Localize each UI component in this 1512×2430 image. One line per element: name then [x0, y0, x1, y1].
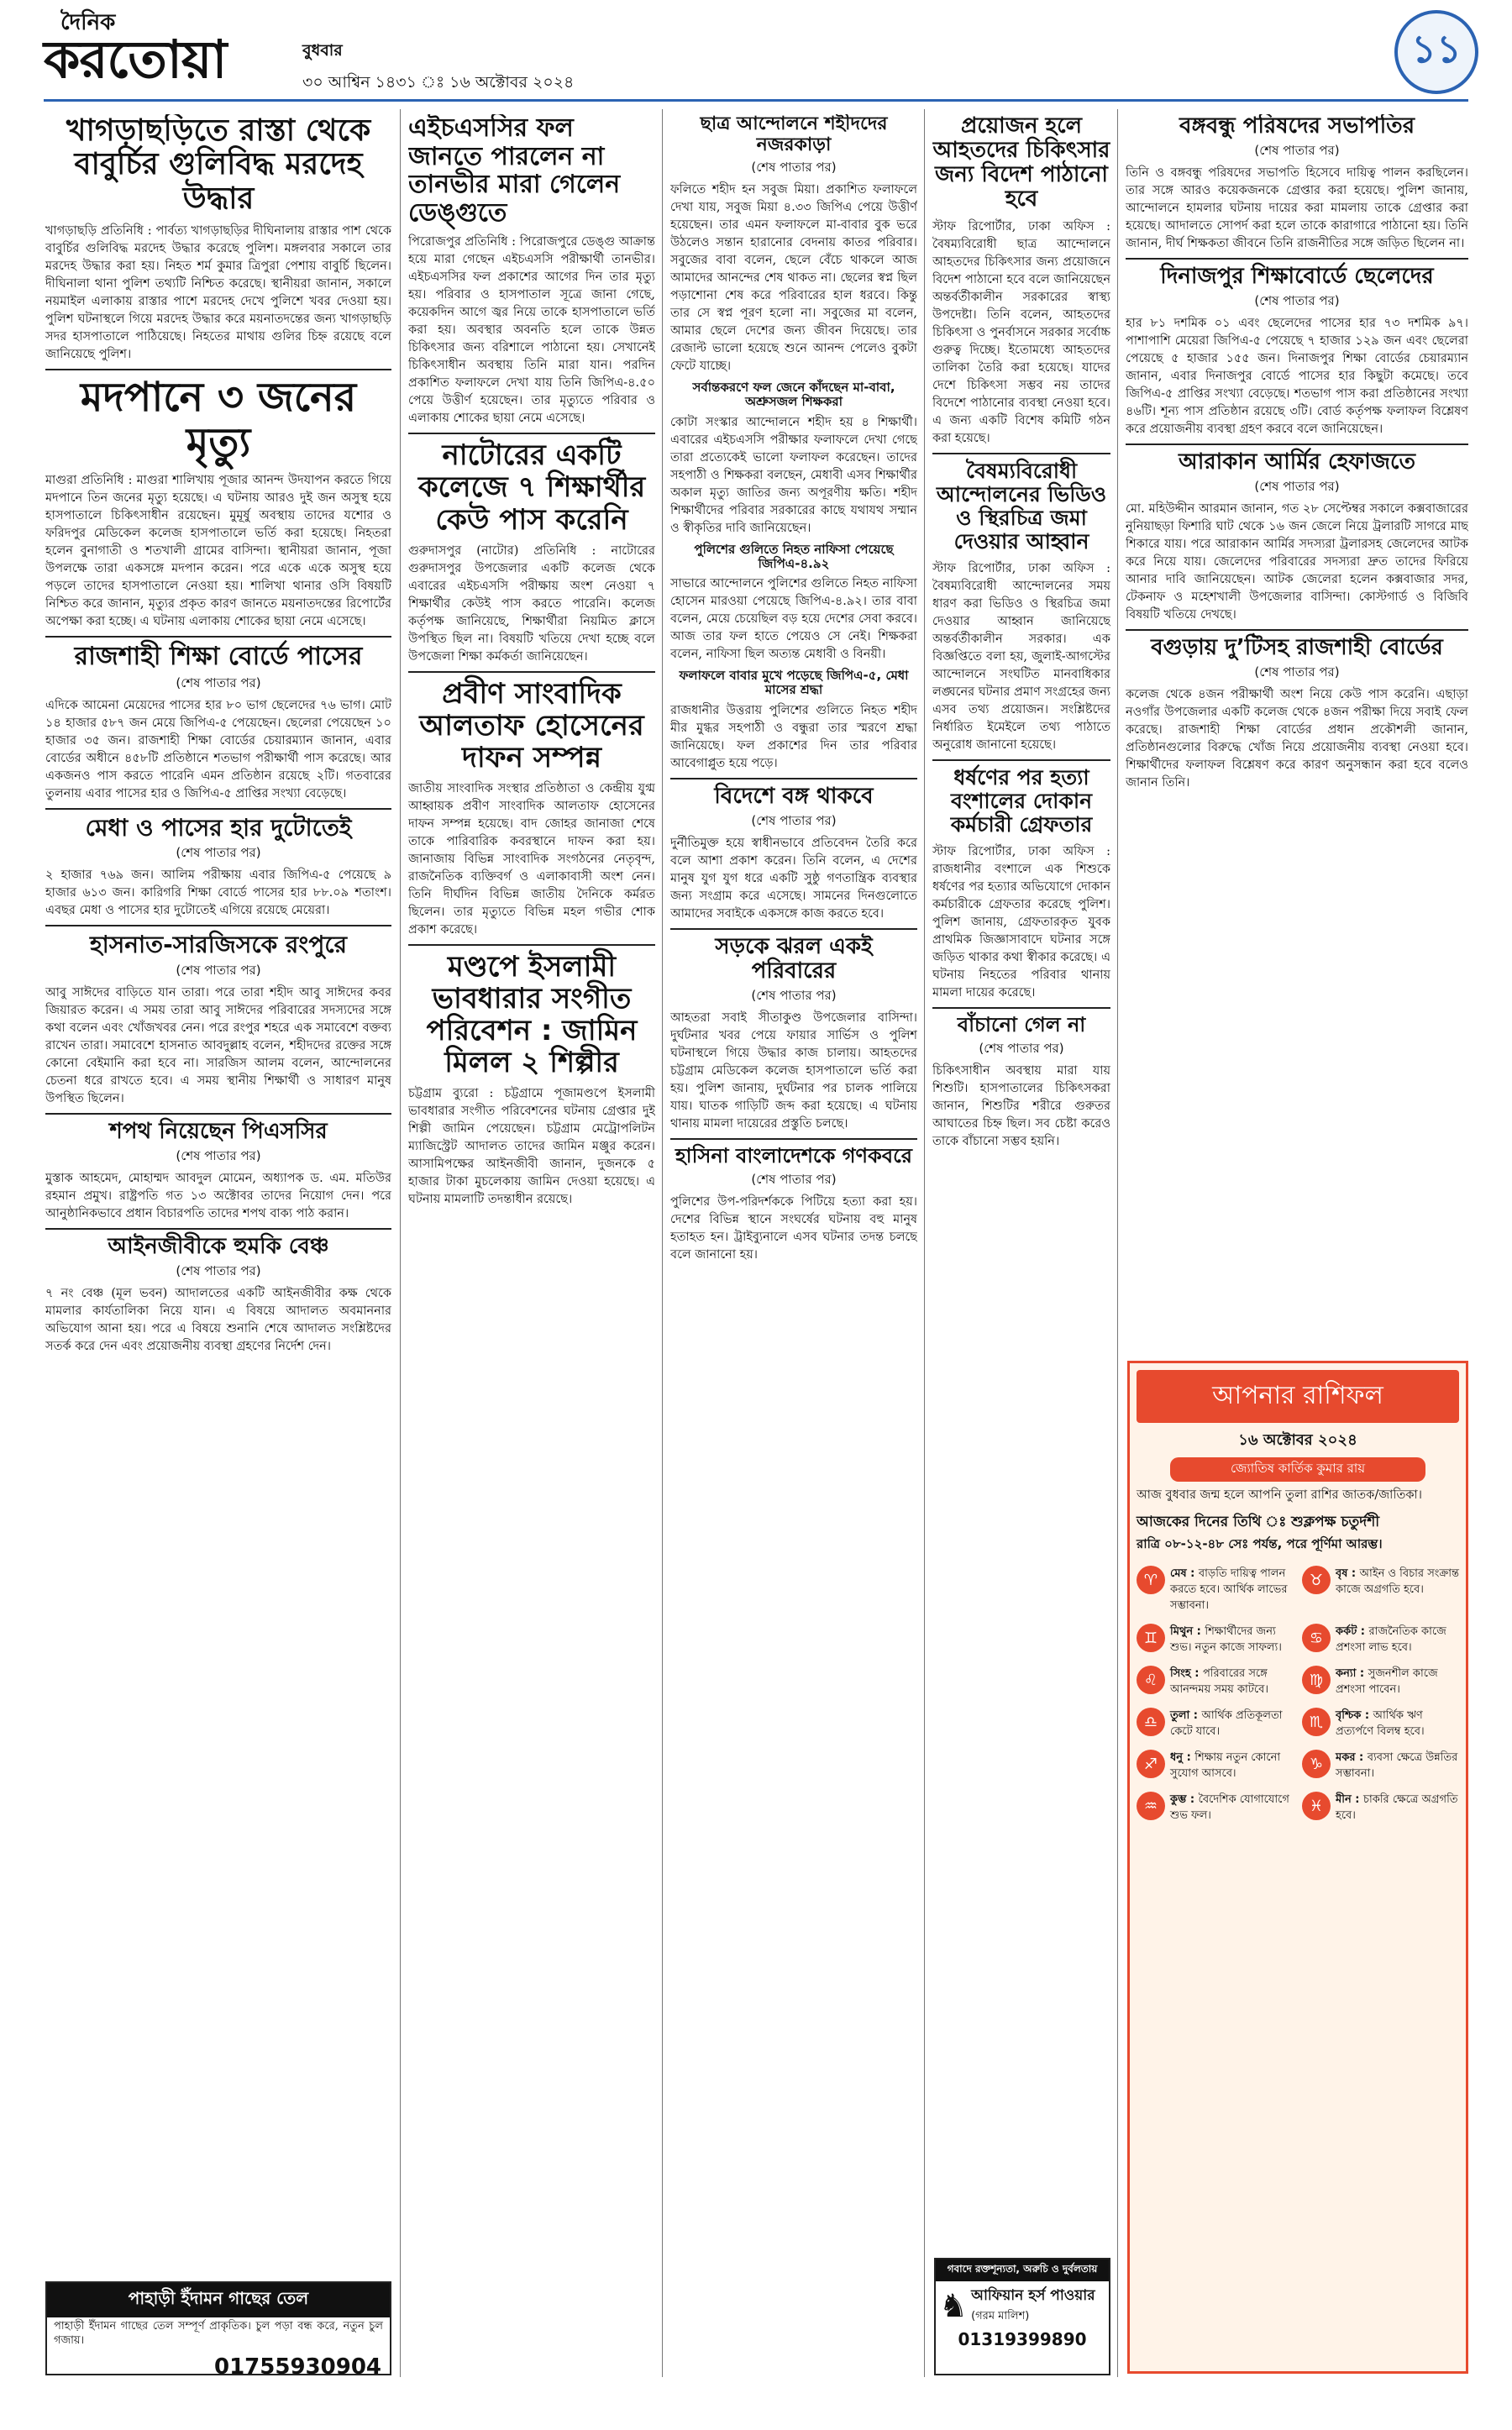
- headline: বৈষম্যবিরোধী আন্দোলনের ভিডিও ও স্থিরচিত্র জমা দেওয়ার আহ্বান: [936, 459, 1107, 554]
- continued-label: (শেষ পাতার পর): [979, 1041, 1064, 1057]
- zodiac-icon: ♌: [1137, 1666, 1165, 1694]
- zodiac-name: মিথুন :: [1170, 1625, 1205, 1638]
- article-body: এদিকে আমেনা মেয়েদের পাসের হার ৮০ ভাগ ছেলেদের ৭৬ ভাগ। মোট ১৪ হাজার ৫৮৭ জন মেয়ে জিপিএ-৫ পেয়েছেন। ছেলেরা পেয়েছেন ১০ হাজার ৩৫ জন। রাজশাহী শিক্ষা বোর্ডের চেয়ারম্যান জানান, এবার বোর্ডের অধীনে ৪৫৮টি প্রতিষ্ঠানে শতভাগ পরীক্ষার্থী পাস করেছে। আর একজনও পাস করতে পারেনি এমন প্রতিষ্ঠান রয়েছে ২টি। গতবারের তুলনায় এবার পাসের হার ও জিপিএ-৫ প্রাপ্তির সংখ্যা বেড়েছে।: [45, 699, 391, 801]
- tithi-label: আজকের দিনের তিথি ঃ শুক্লপক্ষ চতুর্দশী: [1137, 1514, 1380, 1530]
- advertisement: [45, 2281, 391, 2380]
- headline: ধর্ষণের পর হত্যা বংশালের দোকান কর্মচারী গ্রেফতার: [950, 765, 1093, 837]
- zodiac-text: তুলা : আর্থিক প্রতিকূলতা কেটে যাবে।: [1170, 1709, 1283, 1738]
- zodiac-icon: ♒: [1137, 1792, 1165, 1820]
- subheadline: ফলাফলে বাবার মুখে পড়েছে জিপিএ-৫, মেধা মাসের শ্রদ্ধা: [679, 668, 909, 698]
- column-5: [1126, 114, 1468, 1357]
- zodiac-name: বৃশ্চিক :: [1336, 1709, 1373, 1722]
- continued-label: (শেষ পাতার পর): [1254, 143, 1340, 159]
- article-body: মুস্তাক আহমেদ, মোহাম্মদ আবদুল মোমেন, অধ্যাপক ড. এম. মতিউর রহমান প্রমুখ। রাষ্ট্রপতি গত ১৩ অক্টোবর তাদের নিয়োগ দেন। পরে আনুষ্ঠানিকভাবে প্রধান বিচারপতি তাদের শপথ বাক্য পাঠ করান।: [45, 1171, 391, 1220]
- article-body: ২ হাজার ৭৬৯ জন। আলিম পরীক্ষায় এবার জিপিএ-৫ পেয়েছে ৯ হাজার ৬১৩ জন। কারিগরি শিক্ষা বোর্ডে পাসের হার ৮৮.০৯ শতাংশ। এবছর মেধা ও পাসের হার দুটোতেই এগিয়ে রয়েছে মেয়েরা।: [45, 869, 391, 918]
- zodiac-name: মকর :: [1336, 1751, 1368, 1764]
- zodiac-text: সিংহ : পরিবারের সঙ্গে আনন্দময় সময় কাটবে।: [1170, 1667, 1269, 1696]
- zodiac-name: কুম্ভ :: [1170, 1793, 1199, 1806]
- masthead: [44, 12, 262, 104]
- headline: বঙ্গবন্ধু পরিষদের সভাপতির: [1179, 114, 1415, 139]
- zodiac-list: [1137, 1562, 1459, 1827]
- horoscope-author: জ্যোতিষ কার্তিক কুমার রায়: [1170, 1457, 1425, 1482]
- continued-label: (শেষ পাতার পর): [1254, 479, 1340, 495]
- zodiac-item: [1302, 1566, 1459, 1614]
- horoscope-title: আপনার রাশিফল: [1137, 1370, 1459, 1423]
- ad-phone: 01319399890: [958, 2329, 1087, 2349]
- zodiac-item: [1137, 1750, 1294, 1782]
- headline: মদপানে ৩ জনের মৃত্যু: [80, 373, 357, 466]
- zodiac-icon: ♊: [1137, 1624, 1165, 1652]
- column-divider: [1117, 109, 1118, 2377]
- headline: হাসিনা বাংলাদেশকে গণকবরে: [675, 1144, 912, 1168]
- headline: খাগড়াছড়িতে রাস্তা থেকে বাবুর্চির গুলিবিদ্ধ মরদেহ উদ্ধার: [66, 114, 371, 216]
- ad-title: আফিয়ান হর্স পাওয়ার: [971, 2287, 1095, 2304]
- ad-subtitle: (গরম মালিশ): [971, 2310, 1030, 2322]
- headline: প্রবীণ সাংবাদিক আলতাফ হোসেনের দাফন সম্পন্ন: [419, 676, 644, 774]
- zodiac-text: মিথুন : শিক্ষার্থীদের জন্য শুভ। নতুন কাজে সাফল্য।: [1170, 1625, 1282, 1654]
- continued-label: (শেষ পাতার পর): [1254, 293, 1340, 309]
- zodiac-text: ধনু : শিক্ষায় নতুন কোনো সুযোগ আসবে।: [1170, 1751, 1281, 1780]
- zodiac-icon: ♍: [1302, 1666, 1331, 1694]
- headline: বাঁচানো গেল না: [957, 1013, 1086, 1037]
- article-body: স্টাফ রিপোর্টার, ঢাকা অফিস : বৈষম্যবিরোধী আন্দোলনের সময় ধারণ করা ভিডিও ও স্থিরচিত্র জমা দেওয়ার আহ্বান জানিয়েছে অন্তর্বর্তীকালীন সরকার। এক বিজ্ঞপ্তিতে বলা হয়, জুলাই-আগস্টের আন্দোলনে সংঘটিত মানবাধিকার লঙ্ঘনের ঘটনার প্রমাণ সংগ্রহের জন্য এসব তথ্য প্রয়োজন। সংশ্লিষ্টদের নির্ধারিত ইমেইলে তথ্য পাঠাতে অনুরোধ জানানো হয়েছে।: [932, 562, 1110, 753]
- zodiac-item: [1137, 1666, 1294, 1698]
- zodiac-name: কর্কট :: [1336, 1625, 1369, 1638]
- zodiac-name: বৃষ :: [1336, 1567, 1360, 1580]
- headline: আইনজীবীকে হুমকি বেঞ্চ: [108, 1233, 329, 1259]
- article-body: ফলিতে শহীদ হন সবুজ মিয়া। প্রকাশিত ফলাফলে দেখা যায়, সবুজ মিয়া ৪.৩৩ জিপিএ পেয়ে উত্তীর্ণ হয়েছেন। তার এমন ফলাফলে মা-বাবার বুক ভরে উঠলেও সন্তান হারানোর বেদনায় কাতর পরিবার। সবুজের বাবা বলেন, ছেলে বেঁচে থাকলে আজ আমাদের আনন্দের শেষ থাকত না। ছেলের স্বপ্ন ছিল পড়াশোনা শেষ করে পরিবারের হাল ধরবে। কিন্তু তার সে স্বপ্ন পূরণ হলো না। সবুজের মা বলেন, আমার ছেলে দেশের জন্য জীবন দিয়েছে। তার রেজাল্ট ভালো হয়েছে শুনে আনন্দ পেলেও বুকটা ফেটে যাচ্ছে।: [670, 183, 917, 374]
- article-body: তিনি ও বঙ্গবন্ধু পরিষদের সভাপতি হিসেবে দায়িত্ব পালন করছিলেন। তার সঙ্গে আরও কয়েকজনকে গ্রেপ্তার করা হয়েছে। পুলিশ জানায়, আন্দোলনে হামলার ঘটনায় দায়ের করা মামলায় তাকে গ্রেপ্তার করা হয়েছে। আদালতে সোপর্দ করা হলে তাকে কারাগারে পাঠানো হয়। তিনি জানান, দীর্ঘ শিক্ষকতা জীবনে তিনি রাজনীতির সঙ্গে জড়িত ছিলেন না।: [1126, 166, 1468, 251]
- advertisement: [934, 2258, 1110, 2375]
- article-body: খাগড়াছড়ি প্রতিনিধি : পার্বত্য খাগড়াছড়ির দীঘিনালায় রাস্তার পাশ থেকে বাবুর্চির গুলিবিদ্ধ মরদেহ উদ্ধার করেছে পুলিশ। মঙ্গলবার সকালে তার মরদেহ উদ্ধার করা হয়। নিহত শর্ম কুমার ত্রিপুরা পেশায় বাবুর্চি ছিলেন। দীঘিনালা থানা পুলিশ তথ্যটি নিশ্চিত করেছে। স্থানীয়রা জানান, সকালে নয়মাইল এলাকায় রাস্তার পাশে মরদেহ দেখে পুলিশে খবর দেওয়া হয়। পুলিশ ঘটনাস্থলে গিয়ে মরদেহ উদ্ধার করে ময়নাতদন্তের জন্য খাগড়াছড়ি সদর হাসপাতালে পাঠিয়েছে। নিহতের মাথায় গুলির চিহ্ন রয়েছে বলে জানিয়েছে পুলিশ।: [45, 223, 391, 361]
- article-body: স্টাফ রিপোর্টার, ঢাকা অফিস : রাজধানীর বংশালে এক শিশুকে ধর্ষণের পর হত্যার অভিযোগে দোকান কর্মচারীকে গ্রেফতার করেছে পুলিশ। পুলিশ জানায়, গ্রেফতারকৃত যুবক প্রাথমিক জিজ্ঞাসাবাদে ঘটনার সঙ্গে জড়িত থাকার কথা স্বীকার করেছে। এ ঘটনায় নিহতের পরিবার থানায় মামলা দায়ের করেছে।: [932, 845, 1110, 1000]
- continued-label: (শেষ পাতার পর): [176, 962, 261, 978]
- subheadline: পুলিশের গুলিতে নিহত নাফিসা পেয়েছে জিপিএ-৪.৯২: [694, 541, 894, 571]
- headline: আরাকান আর্মির হেফাজতে: [1179, 449, 1415, 475]
- zodiac-icon: ♑: [1302, 1750, 1331, 1778]
- ad-title: পাহাড়ী ইঁদামন গাছের তেল: [47, 2283, 390, 2317]
- article-body: রাজধানীর উত্তরায় পুলিশের গুলিতে নিহত শহীদ মীর মুগ্ধর সহপাঠী ও বন্ধুরা তার স্মরণে শ্রদ্ধা জানিয়েছে। ফল প্রকাশের দিন তার পরিবার আবেগাপ্লুত হয়ে পড়ে।: [670, 704, 917, 771]
- article-body: হার ৮১ দশমিক ০১ এবং ছেলেদের পাসের হার ৭৩ দশমিক ৯৭। পাশাপাশি মেয়েরা জিপিএ-৫ পেয়েছে ৭ হাজার ১২৯ জন এবং ছেলেরা পেয়েছে ৫ হাজার ১৫৫ জন। দিনাজপুর শিক্ষা বোর্ডের চেয়ারম্যান জানান, এবার দিনাজপুর বোর্ডে পাসের হার কিছুটা কমেছে। তবে জিপিএ-৫ প্রাপ্তির সংখ্যা বেড়েছে। শতভাগ পাস করা প্রতিষ্ঠানের সংখ্যা ৪৬টি। শূন্য পাস প্রতিষ্ঠান রয়েছে ৩টি। বোর্ড কর্তৃপক্ষ ফলাফল বিশ্লেষণ করে প্রয়োজনীয় ব্যবস্থা গ্রহণ করবে বলে জানিয়েছেন।: [1126, 317, 1468, 437]
- continued-label: (শেষ পাতার পর): [751, 988, 837, 1004]
- horse-icon: ♞: [939, 2286, 969, 2324]
- article-body: সাভারে আন্দোলনে পুলিশের গুলিতে নিহত নাফিসা হোসেন মারওয়া পেয়েছে জিপিএ-৪.৯২। তার বাবা বলেন, মেয়ে চেয়েছিল বড় হয়ে দেশের সেবা করবে। আজ তার ফল হাতে পেয়েও সে নেই। শিক্ষকরা বলেন, নাফিসা ছিল অত্যন্ত মেধাবী ও বিনয়ী।: [670, 577, 917, 662]
- horoscope-box: [1127, 1361, 1468, 2374]
- article-body: দুর্নীতিমুক্ত হয়ে স্বাধীনভাবে প্রতিবেদন তৈরি করে বলে আশা প্রকাশ করেন। তিনি বলেন, এ দেশের মানুষ যুগ যুগ ধরে একটি সুষ্ঠু গণতান্ত্রিক ব্যবস্থার জন্য সংগ্রাম করে এসেছে। সামনের দিনগুলোতে আমাদের সবাইকে একসঙ্গে কাজ করতে হবে।: [670, 837, 917, 921]
- headline: বগুড়ায় দু’টিসহ রাজশাহী বোর্ডের: [1151, 635, 1443, 661]
- zodiac-name: তুলা :: [1170, 1709, 1202, 1722]
- zodiac-text: কুম্ভ : বৈদেশিক যোগাযোগে শুভ ফল।: [1170, 1793, 1289, 1822]
- zodiac-icon: ♐: [1137, 1750, 1165, 1778]
- headline: প্রয়োজন হলে আহতদের চিকিৎসার জন্য বিদেশ পাঠানো হবে: [932, 114, 1110, 213]
- article-body: চট্টগ্রাম ব্যুরো : চট্টগ্রামে পূজামণ্ডপে ইসলামী ভাবধারার সংগীত পরিবেশনের ঘটনায় গ্রেপ্তার দুই শিল্পী জামিন পেয়েছেন। চট্টগ্রাম মেট্রোপলিটন ম্যাজিস্ট্রেট আদালত তাদের জামিন মঞ্জুর করেন। আসামিপক্ষের আইনজীবী জানান, দুজনকে ৫ হাজার টাকা মুচলেকায় জামিন দেওয়া হয়েছে। এ ঘটনায় মামলাটি তদন্তাধীন রয়েছে।: [408, 1087, 655, 1207]
- headline: সড়কে ঝরল একই পরিবারের: [715, 934, 873, 984]
- headline: হাসনাত-সারজিসকে রংপুরে: [89, 931, 348, 959]
- zodiac-name: সিংহ :: [1170, 1667, 1203, 1680]
- column-divider: [924, 109, 925, 2377]
- column-divider: [400, 109, 401, 2377]
- zodiac-text: কন্যা : সুজনশীল কাজে প্রশংসা পাবেন।: [1336, 1667, 1438, 1696]
- zodiac-name: মেষ :: [1170, 1567, 1199, 1580]
- column-3: [670, 114, 917, 2374]
- zodiac-text: মকর : ব্যবসা ক্ষেত্রে উন্নতির সম্ভাবনা।: [1336, 1751, 1458, 1780]
- headline: ছাত্র আন্দোলনে শহীদদের নজরকাড়া: [700, 114, 888, 155]
- continued-label: (শেষ পাতার পর): [1254, 664, 1340, 680]
- headline: মণ্ডপে ইসলামী ভাবধারার সংগীত পরিবেশন : জামিন মিলল ২ শিল্পীর: [426, 949, 638, 1080]
- headline: রাজশাহী শিক্ষা বোর্ডে পাসের: [74, 642, 363, 672]
- ad-header: গবাদে রক্তশূন্যতা, অরুচি ও দুর্বলতায়: [936, 2259, 1109, 2281]
- article-body: কোটা সংস্কার আন্দোলনে শহীদ হয় ৪ শিক্ষার্থী। এবারের এইচএসসি পরীক্ষার ফলাফলে দেখা গেছে তারা প্রত্যেকেই ভালো ফলাফল করেছেন। তাদের সহপাঠী ও শিক্ষকরা বলছেন, মেধাবী এসব শিক্ষার্থীর অকাল মৃত্যু জাতির জন্য অপূরণীয় ক্ষতি। শহীদ শিক্ষার্থীদের পরিবার সরকারের কাছে যথাযথ সম্মান ও স্বীকৃতির দাবি জানিয়েছেন।: [670, 415, 917, 535]
- zodiac-item: [1302, 1708, 1459, 1740]
- article-body: জাতীয় সাংবাদিক সংস্থার প্রতিষ্ঠাতা ও কেন্দ্রীয় যুগ্ম আহ্বায়ক প্রবীণ সাংবাদিক আলতাফ হোসেনের দাফন সম্পন্ন হয়েছে। বাদ জোহর জানাজা শেষে তাকে পারিবারিক কবরস্থানে দাফন করা হয়। জানাজায় বিভিন্ন সাংবাদিক সংগঠনের নেতৃবৃন্দ, রাজনৈতিক ব্যক্তিবর্গ ও এলাকাবাসী অংশ নেন। তিনি দীর্ঘদিন বিভিন্ন জাতীয় দৈনিকে কর্মরত ছিলেন। তার মৃত্যুতে বিভিন্ন মহল গভীর শোক প্রকাশ করেছে।: [408, 781, 655, 937]
- article-body: কলেজ থেকে ৪জন পরীক্ষার্থী অংশ নিয়ে কেউ পাস করেনি। এছাড়া নওগাঁর উপজেলার একটি কলেজ থেকে ৪জন পরীক্ষা দিয়ে সবাই ফেল করেছে। রাজশাহী শিক্ষা বোর্ডের প্রধান প্রকৌশলী জানান, প্রতিষ্ঠানগুলোর বিরুদ্ধে খোঁজ নিয়ে প্রয়োজনীয় ব্যবস্থা নেওয়া হবে। শিক্ষার্থীদের ফলাফল বিশ্লেষণ করে কারণ অনুসন্ধান করা হবে বলেও জানান তিনি।: [1126, 688, 1468, 790]
- continued-label: (শেষ পাতার পর): [176, 1262, 261, 1278]
- headline: নাটোরের একটি কলেজে ৭ শিক্ষার্থীর কেউ পাস করেনি: [417, 438, 646, 537]
- article-body: গুরুদাসপুর (নাটোর) প্রতিনিধি : নাটোরের গুরুদাসপুর উপজেলার একটি কলেজ থেকে এবারের এইচএসসি পরীক্ষায় অংশ নেওয়া ৭ শিক্ষার্থীর কেউই পাস করতে পারেনি। কলেজ কর্তৃপক্ষ জানিয়েছে, শিক্ষার্থীরা নিয়মিত ক্লাসে উপস্থিত ছিল না। বিষয়টি খতিয়ে দেখা হচ্ছে বলে উপজেলা শিক্ষা কর্মকর্তা জানিয়েছেন।: [408, 543, 655, 664]
- headline: শপথ নিয়েছেন পিএসসির: [109, 1118, 328, 1144]
- article-body: মো. মহিউদ্দীন আরমান জানান, গত ২৮ সেপ্টেম্বর সকালে কক্সবাজারের নুনিয়াছড়া ফিশারি ঘাট থেকে ১৬ জন জেলে নিয়ে ট্রলারটি সাগরে মাছ শিকারে যায়। পরে আরাকান আর্মির সদস্যরা ট্রলারসহ জেলেদের আটক করে নিয়ে যায়। জেলেদের পরিবারের সদস্যরা দ্রুত তাদের ফিরিয়ে আনার দাবি জানিয়েছেন। আটক জেলেরা হলেন কক্সবাজার সদর, টেকনাফ ও মহেশখালী উপজেলার বাসিন্দা। কোস্টগার্ড ও বিজিবি বিষয়টি খতিয়ে দেখছে।: [1126, 502, 1468, 622]
- zodiac-item: [1137, 1792, 1294, 1824]
- zodiac-name: মীন :: [1336, 1793, 1363, 1806]
- article-body: ৭ নং বেঞ্চ (মূল ভবন) আদালতের একটি আইনজীবীর কক্ষ থেকে মামলার কার্যতালিকা নিয়ে যান। এ বিষয়ে আদালত অবমাননার অভিযোগ আনা হয়। পরে এ বিষয়ে শুনানি শেষে আদালত সংশ্লিষ্টদের সতর্ক করে দেন এবং প্রয়োজনীয় ব্যবস্থা গ্রহণের নির্দেশ দেন।: [45, 1286, 391, 1353]
- headline: দিনাজপুর শিক্ষাবোর্ডে ছেলেদের: [1160, 264, 1434, 290]
- article-body: পুলিশের উপ-পরিদর্শককে পিটিয়ে হত্যা করা হয়। দেশের বিভিন্ন স্থানে সংঘর্ষের ঘটনায় বহু মানুষ হতাহত হন। ট্রাইব্যুনালে এসব ঘটনার তদন্ত চলছে বলে জানানো হয়।: [670, 1195, 917, 1262]
- article-body: চিকিৎসাধীন অবস্থায় মারা যায় শিশুটি। হাসপাতালের চিকিৎসকরা জানান, শিশুটির শরীরে গুরুতর আঘাতের চিহ্ন ছিল। সব চেষ্টা করেও তাকে বাঁচানো সম্ভব হয়নি।: [932, 1064, 1110, 1149]
- zodiac-icon: ♎: [1137, 1708, 1165, 1736]
- zodiac-icon: ♓: [1302, 1792, 1331, 1820]
- article-body: মাগুরা প্রতিনিধি : মাগুরা শালিখায় পূজার আনন্দ উদযাপন করতে গিয়ে মদপানে তিন জনের মৃত্যু হয়েছে। এ ঘটনায় আরও দুই জন অসুস্থ হয়ে হাসপাতালে চিকিৎসাধীন রয়েছেন। মুমূর্ষু অবস্থায় তাদের যশোর ও ফরিদপুর মেডিকেল কলেজ হাসপাতালে ভর্তি করা হয়েছে। নিহতরা হলেন বুনাগাতী ও শতখালী গ্রামের বাসিন্দা। স্থানীয়রা জানান, পূজা উপলক্ষে তারা একসঙ্গে মদপান করেন। পরে একে একে অসুস্থ হয়ে পড়লে তাদের হাসপাতালে নেওয়া হয়। শালিখা থানার ওসি বিষয়টি নিশ্চিত করে জানান, মৃত্যুর প্রকৃত কারণ জানতে ময়নাতদন্তের রিপোর্টের অপেক্ষা করা হচ্ছে। এ ঘটনায় এলাকায় শোকের ছায়া নেমে এসেছে।: [45, 474, 391, 629]
- zodiac-item: [1137, 1566, 1294, 1614]
- article-body: স্টাফ রিপোর্টার, ঢাকা অফিস : বৈষম্যবিরোধী ছাত্র আন্দোলনে আহতদের চিকিৎসার জন্য প্রয়োজনে বিদেশ পাঠানো হবে বলে জানিয়েছেন অন্তর্বর্তীকালীন সরকারের স্বাস্থ্য উপদেষ্টা। তিনি বলেন, আহতদের চিকিৎসা ও পুনর্বাসনে সরকার সর্বোচ্চ গুরুত্ব দিচ্ছে। ইতোমধ্যে আহতদের তালিকা তৈরি করা হয়েছে। যাদের দেশে চিকিৎসা সম্ভব নয় তাদের বিদেশে পাঠানোর ব্যবস্থা নেওয়া হবে। এ জন্য একটি বিশেষ কমিটি গঠন করা হয়েছে।: [932, 220, 1110, 446]
- headline: বিদেশে বঙ্গ থাকবে: [714, 784, 874, 810]
- page-number: ১১: [1394, 10, 1478, 94]
- ad-body: পাহাড়ী ইঁদামন গাছের তেল সম্পূর্ণ প্রাকৃতিক। চুল পড়া বন্ধ করে, নতুন চুল গজায়।: [54, 2320, 383, 2347]
- continued-label: (শেষ পাতার পর): [751, 160, 837, 176]
- column-2: [408, 114, 655, 2374]
- column-divider: [662, 109, 663, 2377]
- zodiac-icon: ♉: [1302, 1566, 1331, 1594]
- logo: করতোয়া: [44, 29, 227, 90]
- headline: মেধা ও পাসের হার দুটোতেই: [85, 814, 352, 842]
- continued-label: (শেষ পাতার পর): [176, 1147, 261, 1163]
- tithi-time: রাত্রি ০৮-১২-৪৮ সেঃ পর্যন্ত, পরে পূর্ণিমা আরম্ভ।: [1137, 1536, 1383, 1551]
- zodiac-text: বৃষ : আইন ও বিচার সংক্রান্ত কাজে অগ্রগতি হবে।: [1336, 1567, 1459, 1596]
- continued-label: (শেষ পাতার পর): [176, 675, 261, 691]
- zodiac-item: [1137, 1708, 1294, 1740]
- horoscope-date: ১৬ অক্টোবর ২০২৪: [1238, 1431, 1357, 1449]
- zodiac-text: মীন : চাকরি ক্ষেত্রে অগ্রগতি হবে।: [1336, 1793, 1458, 1822]
- continued-label: (শেষ পাতার পর): [751, 813, 837, 829]
- ad-phone: 01755930904: [214, 2354, 381, 2380]
- zodiac-item: [1302, 1666, 1459, 1698]
- article-body: আবু সাঈদের বাড়িতে যান তারা। পরে তারা শহীদ আবু সাঈদের কবর জিয়ারত করেন। এ সময় তারা আবু সাঈদের পরিবারের সদস্যদের সঙ্গে কথা বলেন এবং খোঁজখবর নেন। পরে রংপুর শহরে এক সমাবেশে বক্তব্য রাখেন তারা। সমাবেশে হাসনাত আবদুল্লাহ বলেন, শহীদদের রক্তের সঙ্গে কোনো বেইমানি করা হবে না। সারজিস আলম বলেন, আন্দোলনের চেতনা ধরে রাখতে হবে। এ সময় স্থানীয় শিক্ষার্থী ও সাধারণ মানুষ উপস্থিত ছিলেন।: [45, 985, 391, 1105]
- zodiac-name: কন্যা :: [1336, 1667, 1368, 1680]
- zodiac-icon: ♏: [1302, 1708, 1331, 1736]
- zodiac-icon: ♋: [1302, 1624, 1331, 1652]
- header-rule: [44, 99, 1468, 102]
- column-4: [932, 114, 1110, 2248]
- subheadline: সর্বান্তকরণে ফল জেনে কাঁদছেন মা-বাবা, অশ্রুসজল শিক্ষকরা: [692, 380, 895, 410]
- column-1: [45, 114, 391, 2365]
- continued-label: (শেষ পাতার পর): [751, 1172, 837, 1188]
- article-body: পিরোজপুর প্রতিনিধি : পিরোজপুরে ডেঙ্গু আক্রান্ত হয়ে মারা গেছেন এইচএসসি পরীক্ষার্থী তানভীর। এইচএসসির ফল প্রকাশের আগের দিন তার মৃত্যু হয়। পরিবার ও হাসপাতাল সূত্রে জানা গেছে, কয়েকদিন আগে জ্বর নিয়ে তাকে হাসপাতালে ভর্তি করা হয়। অবস্থার অবনতি হলে তাকে উন্নত চিকিৎসার জন্য বরিশালে পাঠানো হয়। সেখানেই চিকিৎসাধীন অবস্থায় তিনি মারা যান। পরদিন প্রকাশিত ফলাফলে দেখা যায় তিনি জিপিএ-৪.৫০ পেয়ে উত্তীর্ণ হয়েছেন। তার মৃত্যুতে পরিবার ও এলাকায় শোকের ছায়া নেমে এসেছে।: [408, 235, 655, 426]
- weekday: বুধবার: [302, 41, 343, 60]
- zodiac-text: মেষ : বাড়তি দায়িত্ব পালন করতে হবে। আর্থিক লাভের সম্ভাবনা।: [1170, 1567, 1288, 1612]
- zodiac-item: [1137, 1624, 1294, 1656]
- logo-small: দৈনিক: [60, 10, 116, 35]
- article-body: আহতরা সবাই সীতাকুণ্ড উপজেলার বাসিন্দা। দুর্ঘটনার খবর পেয়ে ফায়ার সার্ভিস ও পুলিশ ঘটনাস্থলে গিয়ে উদ্ধার কাজ চালায়। আহতদের চট্টগ্রাম মেডিকেল কলেজ হাসপাতালে ভর্তি করা হয়। পুলিশ জানায়, দুর্ঘটনার পর চালক পালিয়ে যায়। ঘাতক গাড়িটি জব্দ করা হয়েছে। এ ঘটনায় থানায় মামলা দায়েরের প্রস্তুতি চলছে।: [670, 1011, 917, 1131]
- continued-label: (শেষ পাতার পর): [176, 845, 261, 861]
- zodiac-text: কর্কট : রাজনৈতিক কাজে প্রশংসা লাভ হবে।: [1336, 1625, 1446, 1654]
- zodiac-item: [1302, 1792, 1459, 1824]
- horoscope-info: আজ বুধবার জন্ম হলে আপনি তুলা রাশির জাতক/জাতিকা।: [1137, 1488, 1422, 1502]
- zodiac-name: ধনু :: [1170, 1751, 1195, 1764]
- zodiac-text: বৃশ্চিক : আর্থিক ঋণ প্রত্যর্পণে বিলম্ব হবে।: [1336, 1709, 1425, 1738]
- zodiac-item: [1302, 1624, 1459, 1656]
- zodiac-icon: ♈: [1137, 1566, 1165, 1594]
- zodiac-item: [1302, 1750, 1459, 1782]
- issue-date: ৩০ আশ্বিন ১৪৩১ ঃ ১৬ অক্টোবর ২০২৪: [302, 73, 575, 92]
- headline: এইচএসসির ফল জানতে পারলেন না তানভীর মারা গেলেন ডেঙ্গুতে: [408, 114, 621, 228]
